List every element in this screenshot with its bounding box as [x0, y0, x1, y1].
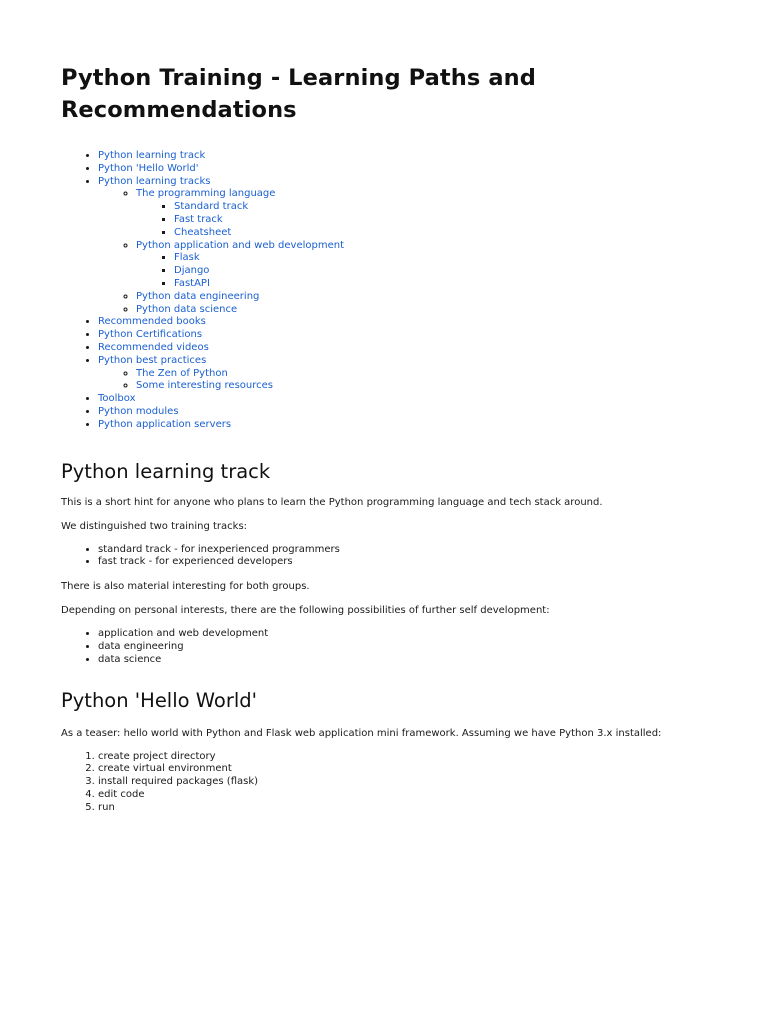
- toc-item: [174, 214, 708, 227]
- toc-item: [136, 240, 708, 291]
- toc-item: [174, 265, 708, 278]
- list-item: 4. edit code: [98, 789, 708, 802]
- list-item: • data engineering: [98, 641, 708, 654]
- toc-link-toolbox[interactable]: Toolbox: [98, 393, 136, 405]
- toc-item: [136, 380, 708, 393]
- toc-item: [98, 355, 708, 393]
- toc-link-data-engineering[interactable]: Python data engineering: [136, 290, 260, 302]
- paragraph-intro: This is a short hint for anyone who plans to learn the Python programming language and tech stack around.: [61, 496, 603, 508]
- toc-sublist: [174, 252, 708, 290]
- toc-item: [98, 176, 708, 317]
- paragraph-teaser: As a teaser: hello world with Python and Flask web application mini framework. Assuming we have Python 3.x installed:: [61, 727, 662, 739]
- toc-link-django[interactable]: Django: [174, 265, 210, 277]
- toc-link-fastapi[interactable]: FastAPI: [174, 277, 210, 289]
- section-heading: Python 'Hello World': [61, 688, 258, 712]
- toc-link-recommended-videos[interactable]: Recommended videos: [98, 341, 209, 353]
- toc-item: [98, 316, 708, 329]
- toc-link-best-practices[interactable]: Python best practices: [98, 354, 207, 366]
- steps-list: [98, 751, 708, 815]
- toc-item: [98, 419, 708, 432]
- toc-link-standard-track[interactable]: Standard track: [174, 201, 249, 213]
- toc-item: [174, 227, 708, 240]
- paragraph-both-groups: There is also material interesting for both groups.: [61, 581, 310, 593]
- toc-sublist: [136, 188, 708, 316]
- list-item: • application and web development: [98, 628, 708, 641]
- section-python-learning-track: [61, 460, 708, 667]
- toc-item: [174, 252, 708, 265]
- toc-item: [174, 278, 708, 291]
- paragraph-further-intro: Depending on personal interests, there are the following possibilities of further self development:: [61, 605, 550, 617]
- list-item: • data science: [98, 654, 708, 667]
- toc-link-cheatsheet[interactable]: Cheatsheet: [174, 226, 232, 238]
- page-title: Python Training - Learning Paths and Recommendations: [61, 65, 536, 123]
- toc-link-fast-track[interactable]: Fast track: [174, 213, 223, 225]
- toc-item: [136, 188, 708, 239]
- list-item: 3. install required packages (flask): [98, 776, 708, 789]
- toc-link-flask[interactable]: Flask: [174, 252, 200, 264]
- list-item: 5. run: [98, 802, 708, 815]
- further-development-list: [98, 628, 708, 666]
- list-item: • standard track - for inexperienced programmers: [98, 544, 708, 557]
- toc-link-hello-world[interactable]: Python 'Hello World': [98, 162, 199, 174]
- toc-item: [98, 329, 708, 342]
- toc-link-interesting-resources[interactable]: Some interesting resources: [136, 380, 274, 392]
- toc-item: [98, 150, 708, 163]
- toc-item: [98, 406, 708, 419]
- table-of-contents: [98, 150, 708, 432]
- toc-item: [98, 393, 708, 406]
- list-item: 1. create project directory: [98, 751, 708, 764]
- toc-item: [98, 342, 708, 355]
- toc-link-python-learning-track[interactable]: Python learning track: [98, 150, 206, 161]
- section-hello-world: [61, 689, 708, 815]
- toc-link-zen-of-python[interactable]: The Zen of Python: [136, 367, 228, 379]
- toc-sublist: [174, 201, 708, 239]
- toc-item: [136, 304, 708, 317]
- toc-item: [98, 163, 708, 176]
- list-item: 2. create virtual environment: [98, 763, 708, 776]
- tracks-list: [98, 544, 708, 570]
- section-heading: Python learning track: [61, 459, 271, 483]
- toc-link-certifications[interactable]: Python Certifications: [98, 329, 203, 341]
- paragraph-tracks-intro: We distinguished two training tracks:: [61, 520, 248, 532]
- toc-link-recommended-books[interactable]: Recommended books: [98, 316, 206, 328]
- toc-link-app-web-dev[interactable]: Python application and web development: [136, 239, 344, 251]
- toc-item: [174, 201, 708, 214]
- toc-item: [136, 291, 708, 304]
- toc-item: [136, 368, 708, 381]
- toc-link-programming-language[interactable]: The programming language: [136, 188, 276, 200]
- toc-link-learning-tracks[interactable]: Python learning tracks: [98, 175, 211, 187]
- toc-link-modules[interactable]: Python modules: [98, 405, 179, 417]
- list-item: • fast track - for experienced developers: [98, 556, 708, 569]
- toc-sublist: [136, 368, 708, 394]
- toc-link-app-servers[interactable]: Python application servers: [98, 418, 232, 430]
- toc-link-data-science[interactable]: Python data science: [136, 303, 238, 315]
